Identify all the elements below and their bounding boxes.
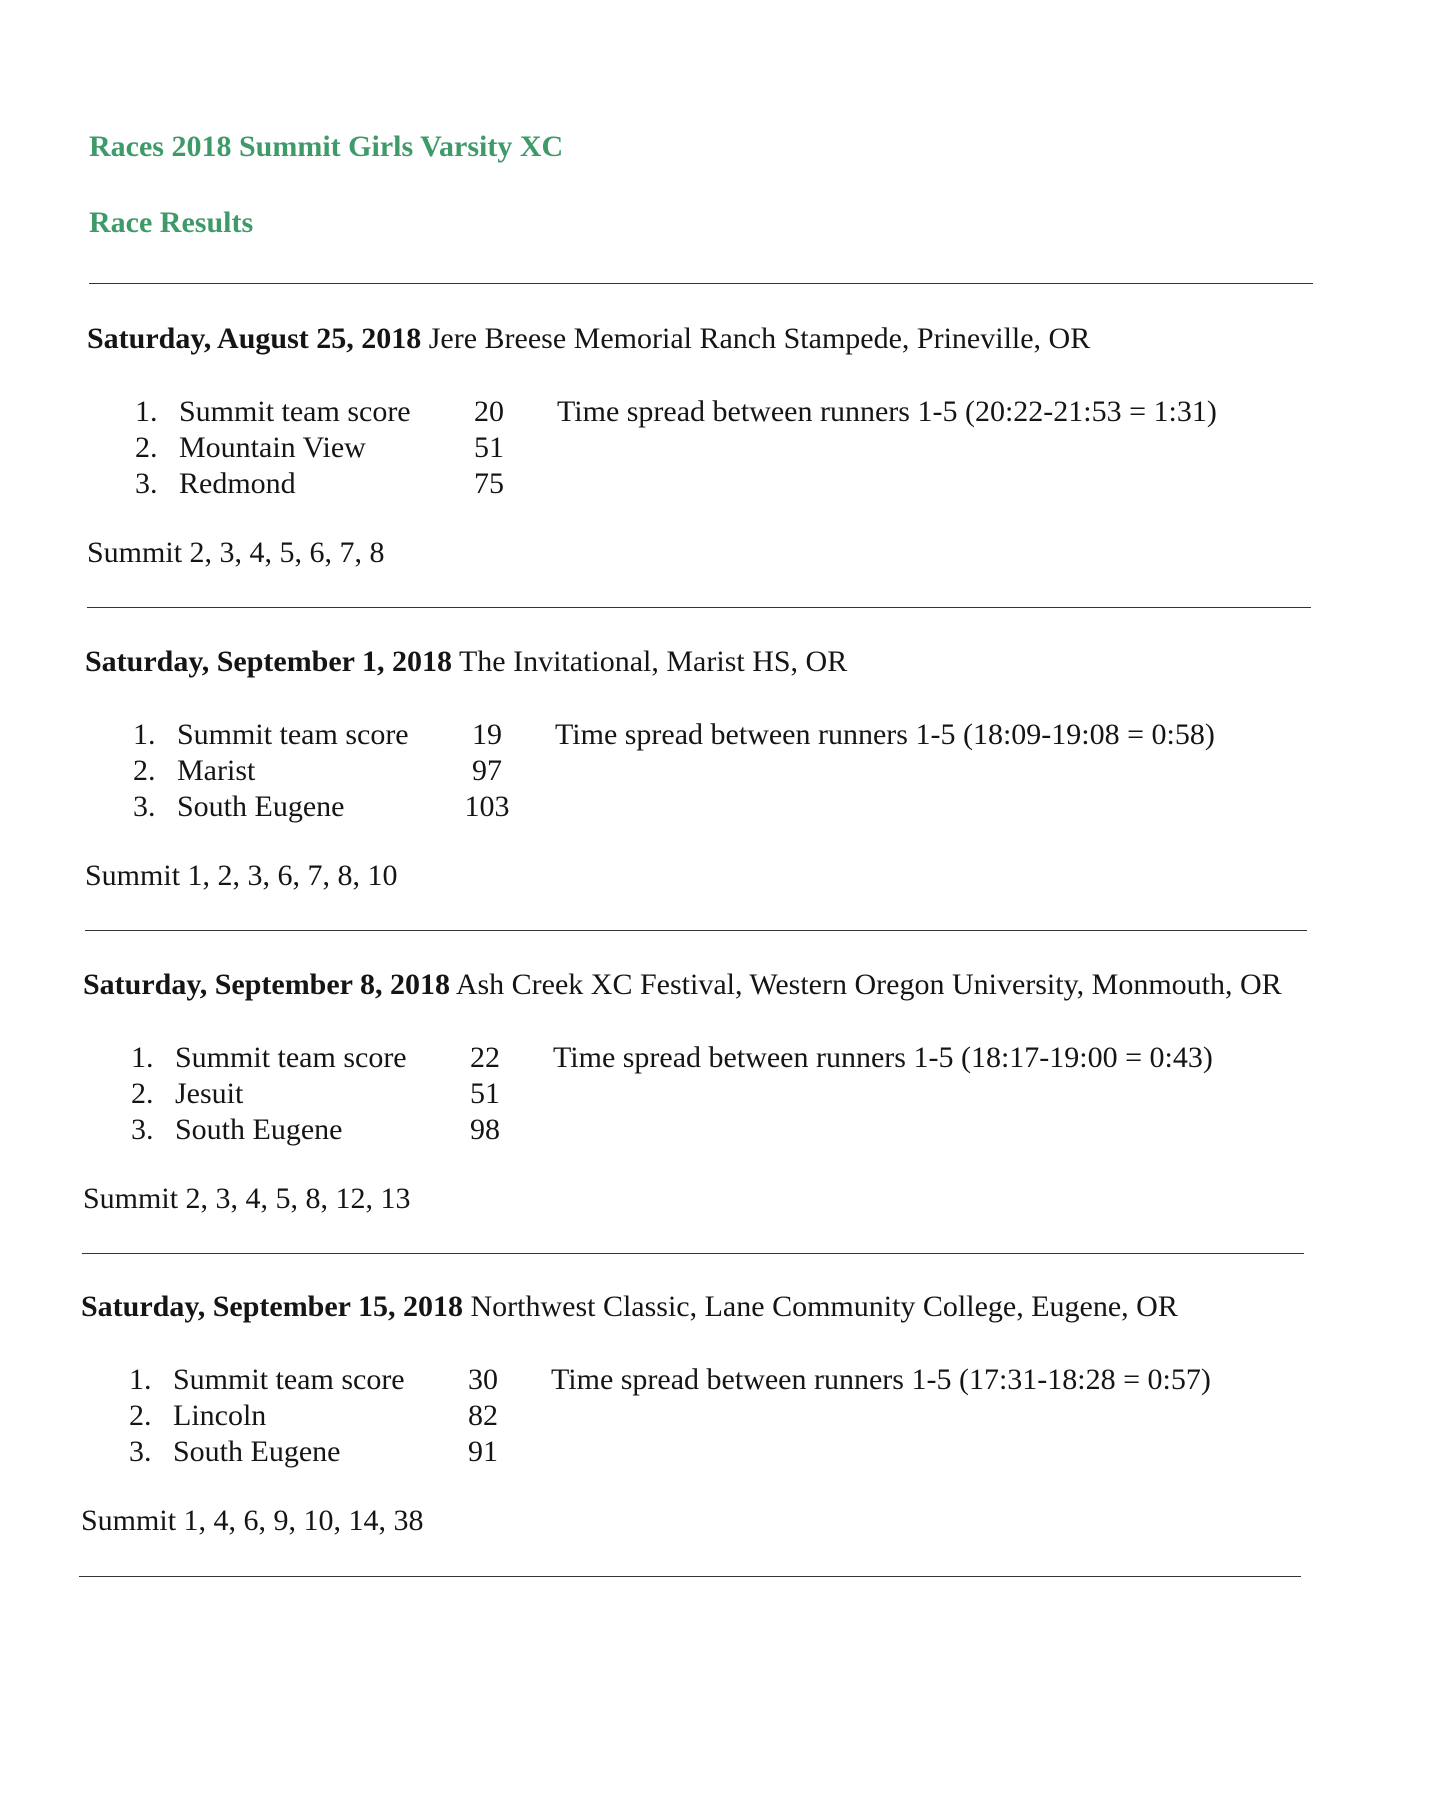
results-list [85,717,1405,829]
race-date: Saturday, September 15, 2018 [81,1290,463,1323]
race-event: Ash Creek XC Festival, Western Oregon University, Monmouth, OR [455,968,1282,1001]
result-rank: 3. [131,1113,154,1146]
race-date: Saturday, August 25, 2018 [87,322,422,355]
time-spread: Time spread between runners 1-5 (18:17-19:00 = 0:43) [553,1041,1213,1074]
result-score: 97 [472,754,502,787]
result-rank: 1. [133,718,156,751]
result-score: 91 [468,1435,498,1468]
result-rank: 3. [133,790,156,823]
race-block [81,1290,1401,1568]
result-score: 22 [470,1041,500,1074]
divider [79,1576,1301,1577]
result-rank: 1. [129,1363,152,1396]
result-team: Summit team score [177,718,409,751]
result-score: 19 [472,718,502,751]
summit-places: Summit 1, 2, 3, 6, 7, 8, 10 [85,859,398,892]
result-rank: 2. [131,1077,154,1110]
result-rank: 1. [131,1041,154,1074]
race-block [87,322,1407,600]
result-rank: 2. [133,754,156,787]
document-title: Races 2018 Summit Girls Varsity XC [89,130,564,163]
result-rank: 3. [135,467,158,500]
result-team: Redmond [179,467,296,500]
divider [82,1253,1304,1254]
race-event: Jere Breese Memorial Ranch Stampede, Prineville, OR [428,322,1091,355]
summit-places: Summit 2, 3, 4, 5, 6, 7, 8 [87,536,385,569]
summit-places: Summit 1, 4, 6, 9, 10, 14, 38 [81,1504,424,1537]
time-spread: Time spread between runners 1-5 (18:09-19:08 = 0:58) [555,718,1215,751]
result-team: Jesuit [175,1077,244,1110]
results-list [87,394,1407,506]
result-team: Marist [177,754,256,787]
divider [87,607,1311,608]
summit-places: Summit 2, 3, 4, 5, 8, 12, 13 [83,1182,411,1215]
race-event: Northwest Classic, Lane Community College, Eugene, OR [470,1290,1178,1323]
result-team: Summit team score [173,1363,405,1396]
race-block [83,968,1403,1246]
result-team: Mountain View [179,431,366,464]
result-team: Lincoln [173,1399,267,1432]
result-team: South Eugene [173,1435,341,1468]
result-team: South Eugene [177,790,345,823]
result-score: 75 [474,467,504,500]
result-score: 51 [474,431,504,464]
result-score: 51 [470,1077,500,1110]
race-heading [85,645,1405,679]
race-heading [87,322,1407,356]
race-block [85,645,1405,923]
results-list [81,1362,1401,1474]
result-team: South Eugene [175,1113,343,1146]
divider [89,283,1313,284]
result-score: 98 [470,1113,500,1146]
result-score: 103 [464,790,510,823]
race-date: Saturday, September 1, 2018 [85,645,452,678]
race-date: Saturday, September 8, 2018 [83,968,450,1001]
result-score: 30 [468,1363,498,1396]
race-heading [81,1290,1401,1324]
result-rank: 1. [135,395,158,428]
result-rank: 2. [129,1399,152,1432]
result-score: 82 [468,1399,498,1432]
result-team: Summit team score [179,395,411,428]
result-score: 20 [474,395,504,428]
time-spread: Time spread between runners 1-5 (17:31-18:28 = 0:57) [551,1363,1211,1396]
race-heading [83,968,1403,1002]
result-rank: 2. [135,431,158,464]
time-spread: Time spread between runners 1-5 (20:22-21:53 = 1:31) [557,395,1217,428]
divider [85,930,1307,931]
result-rank: 3. [129,1435,152,1468]
results-list [83,1040,1403,1152]
result-team: Summit team score [175,1041,407,1074]
race-event: The Invitational, Marist HS, OR [458,645,848,678]
section-title: Race Results [89,206,254,239]
